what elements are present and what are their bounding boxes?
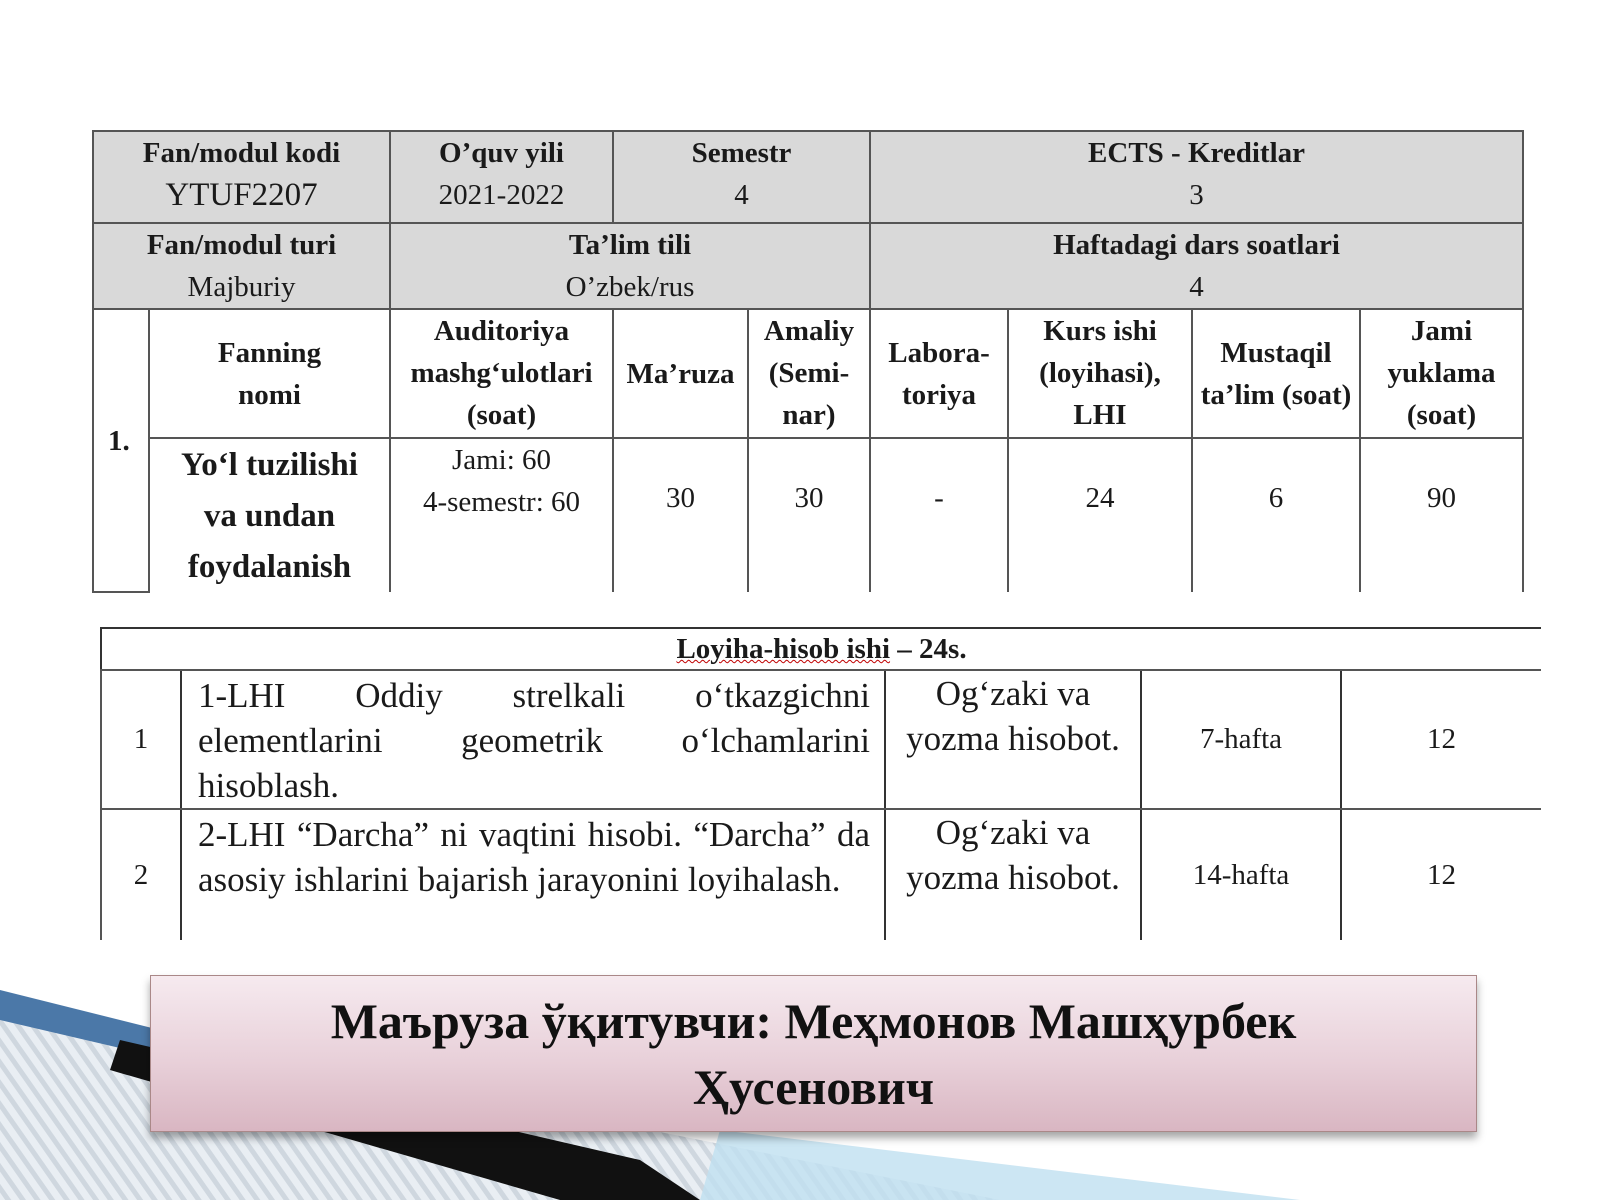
academic-year-label: O’quv yili	[439, 137, 564, 169]
course-type-cell	[93, 223, 390, 309]
academic-year-value: 2021-2022	[438, 179, 565, 211]
header-subject-name-line1: Fanning	[217, 336, 322, 369]
lhi-title	[101, 628, 1541, 670]
header-practical	[748, 309, 870, 438]
language-label: Ta’lim tili	[568, 229, 692, 261]
language-value: O’zbek/rus	[565, 271, 695, 303]
lhi-row1-week: 7-hafta	[1141, 670, 1341, 809]
total-hours-cell	[1360, 438, 1523, 592]
auditory-semester: 4-semestr: 60	[422, 486, 581, 518]
header-total-line2: yuklama	[1387, 357, 1496, 389]
ects-cell	[870, 131, 1523, 223]
auditory-total: Jami: 60	[451, 444, 552, 476]
course-type-value: Majburiy	[187, 271, 296, 303]
header-independent-line2: ta’lim (soat)	[1200, 378, 1352, 411]
practical-hours-cell	[748, 438, 870, 592]
header-course-work	[1008, 309, 1192, 438]
header-total-line3: (soat)	[1406, 399, 1477, 431]
course-work-hours-cell	[1008, 438, 1192, 592]
lecture-hours-cell	[613, 438, 748, 592]
lecturer-banner	[150, 975, 1477, 1132]
header-auditory-line3: (soat)	[466, 399, 537, 431]
lhi-row1-hours: 12	[1341, 670, 1541, 809]
header-course-work-line1: Kurs ishi	[1043, 315, 1157, 347]
header-lab-line1: Labora-	[888, 336, 990, 369]
header-auditory-line1: Auditoriya	[433, 315, 570, 347]
header-auditory	[390, 309, 613, 438]
auditory-hours-cell	[390, 438, 613, 592]
ects-label: ECTS - Kreditlar	[1088, 137, 1305, 169]
semester-value: 4	[734, 179, 749, 211]
header-total-line1: Jami	[1410, 315, 1473, 347]
lab-hours: -	[934, 482, 944, 514]
lhi-table	[100, 627, 1541, 940]
subject-name-cell	[149, 438, 390, 592]
independent-hours-cell	[1192, 438, 1360, 592]
header-practical-line3: nar)	[782, 399, 836, 431]
course-type-label: Fan/modul turi	[146, 229, 337, 261]
header-course-work-line2: (loyihasi),	[1039, 357, 1161, 389]
lhi-row2-week: 14-hafta	[1141, 809, 1341, 940]
header-subject-name	[149, 309, 390, 438]
header-course-work-line3: LHI	[1073, 399, 1127, 431]
academic-year-cell	[390, 131, 613, 223]
subject-name-line2: va undan	[203, 498, 336, 534]
course-code-label: Fan/modul kodi	[142, 137, 341, 169]
language-cell	[390, 223, 870, 309]
header-independent	[1192, 309, 1360, 438]
header-auditory-line2: mashg‘ulotlari	[410, 357, 593, 389]
ects-value: 3	[1189, 179, 1204, 211]
header-subject-name-line2: nomi	[238, 378, 301, 411]
course-info-table	[92, 130, 1524, 593]
practical-hours: 30	[794, 482, 824, 514]
subject-name-line1: Yo‘l tuzilishi	[181, 447, 358, 483]
independent-hours: 6	[1268, 482, 1284, 514]
row-number: 1.	[108, 425, 130, 457]
header-practical-line1: Amaliy	[763, 315, 855, 347]
weekly-hours-value: 4	[1189, 271, 1204, 303]
lecture-hours: 30	[666, 482, 695, 514]
header-lecture	[613, 309, 748, 438]
lhi-row2-num: 2	[101, 809, 181, 940]
lhi-row2-form: Og‘zaki va yozma hisobot.	[885, 809, 1141, 940]
weekly-hours-label: Haftadagi dars soatlari	[1053, 229, 1340, 261]
total-hours: 90	[1427, 482, 1457, 514]
row-number-cell	[93, 309, 149, 592]
course-work-hours: 24	[1085, 482, 1115, 514]
course-code-value: YTUF2207	[165, 177, 318, 213]
course-code-cell	[93, 131, 390, 223]
lab-hours-cell	[870, 438, 1008, 592]
lhi-row2-desc: 2-LHI “Darcha” ni vaqtini hisobi. “Darcha” da asosiy ishlarini bajarish jarayonini loyihalash.	[181, 809, 885, 940]
header-lecture-text: Ma’ruza	[626, 357, 735, 390]
subject-name-line3: foydalanish	[187, 549, 352, 585]
header-lab	[870, 309, 1008, 438]
lecturer-name: Маъруза ўқитувчи: Меҳмонов Машҳурбек Ҳусенович	[330, 992, 1297, 1115]
header-total	[1360, 309, 1523, 438]
weekly-hours-cell	[870, 223, 1523, 309]
lhi-row1-desc: 1-LHI Oddiy strelkali o‘tkazgichni elementlarini geometrik o‘lchamlarini hisoblash.	[181, 670, 885, 809]
header-practical-line2: (Semi-	[768, 357, 850, 389]
lhi-title-suffix: – 24s.	[890, 633, 967, 665]
semester-label: Semestr	[691, 137, 792, 169]
lhi-row2-hours: 12	[1341, 809, 1541, 940]
header-independent-line1: Mustaqil	[1220, 336, 1332, 369]
semester-cell	[613, 131, 870, 223]
header-lab-line2: toriya	[901, 378, 977, 411]
lhi-title-prefix: Loyiha-hisob ishi	[676, 633, 891, 665]
lhi-row1-num: 1	[101, 670, 181, 809]
lhi-row1-form: Og‘zaki va yozma hisobot.	[885, 670, 1141, 809]
